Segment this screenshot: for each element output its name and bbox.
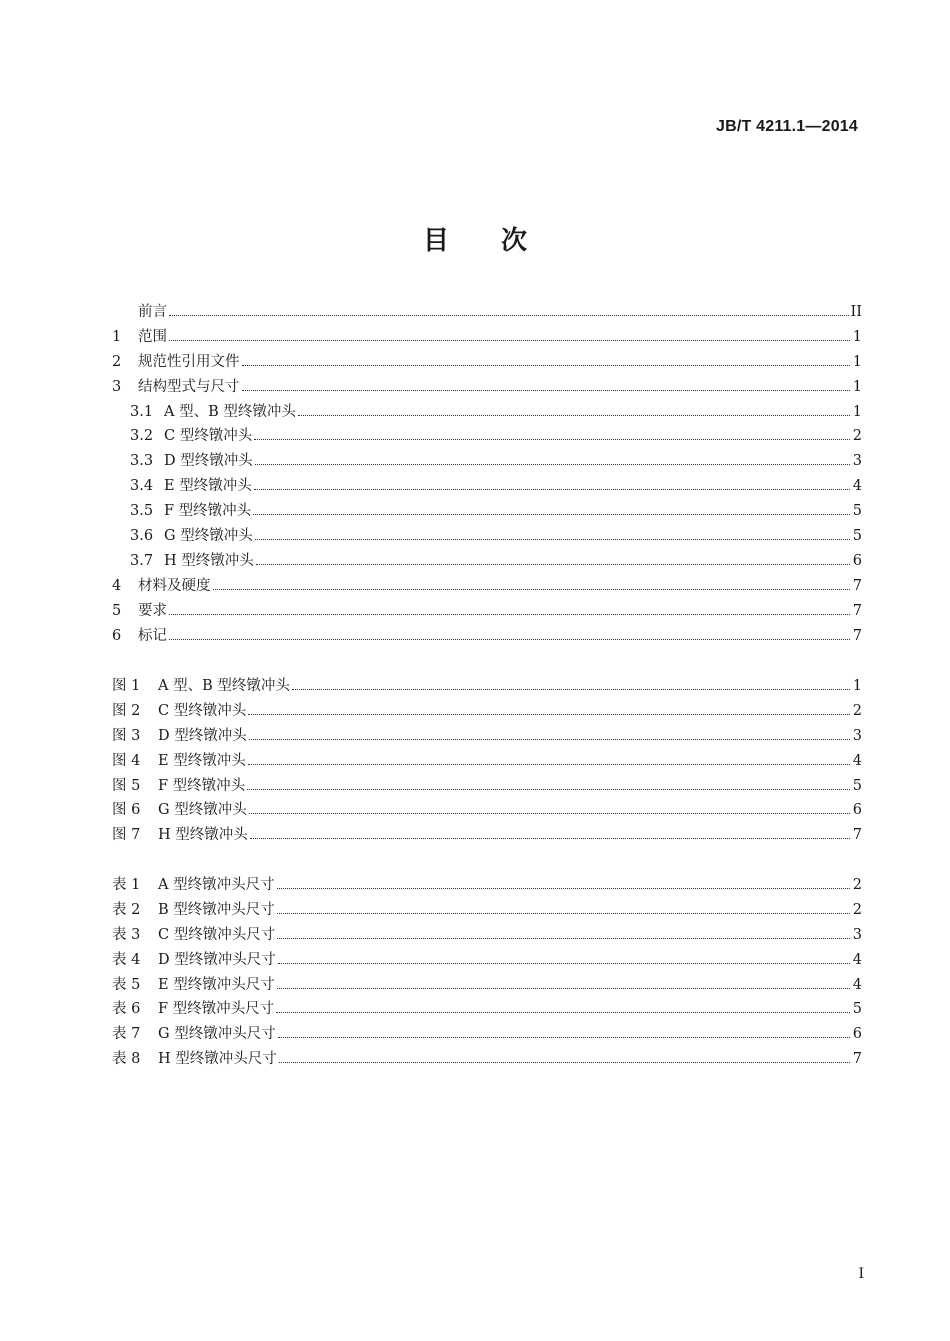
toc-leader-dots bbox=[169, 638, 850, 640]
toc-entry-page: 6 bbox=[852, 802, 862, 819]
toc-entry-page: 2 bbox=[852, 428, 862, 445]
toc-leader-dots bbox=[248, 713, 850, 715]
toc-entry-label: D 型终镦冲头尺寸 bbox=[158, 951, 276, 968]
toc-entry-label: D 型终镦冲头 bbox=[164, 453, 253, 470]
toc-entry-label: C 型终镦冲头 bbox=[158, 702, 247, 719]
toc-entry-number: 1 bbox=[112, 328, 122, 345]
toc-leader-dots bbox=[247, 788, 850, 790]
toc-entry[interactable] bbox=[112, 699, 862, 724]
toc-entry-page: 3 bbox=[852, 727, 862, 744]
toc-entry-label: 规范性引用文件 bbox=[138, 353, 240, 370]
toc-entry-label: 范围 bbox=[138, 328, 167, 345]
standard-code: JB/T 4211.1—2014 bbox=[716, 118, 858, 135]
toc-entry-label: A 型、B 型终镦冲头 bbox=[164, 403, 296, 420]
toc-entry-number: 表 8 bbox=[112, 1051, 141, 1068]
toc-entry-number: 3.7 bbox=[130, 552, 154, 569]
toc-leader-dots bbox=[250, 837, 850, 839]
toc-entry-page: 1 bbox=[852, 328, 862, 345]
toc-entry-page: 7 bbox=[852, 627, 862, 644]
toc-entry-page: 1 bbox=[852, 403, 862, 420]
toc-entry[interactable] bbox=[112, 1022, 862, 1047]
toc-entry-label: 要求 bbox=[138, 602, 167, 619]
toc-leader-dots bbox=[276, 1011, 850, 1013]
toc-entry-label: 材料及硬度 bbox=[138, 577, 211, 594]
toc-entry[interactable] bbox=[112, 674, 862, 699]
toc-entry-number: 3.3 bbox=[130, 453, 154, 470]
toc-entry-label: D 型终镦冲头 bbox=[158, 727, 247, 744]
toc-entry-page: 1 bbox=[852, 678, 862, 694]
toc-entry-page: 5 bbox=[852, 1001, 862, 1018]
toc-leader-dots bbox=[169, 314, 849, 316]
toc-entry-label: A 型、B 型终镦冲头 bbox=[158, 678, 290, 694]
toc-leader-dots bbox=[255, 463, 850, 465]
toc-leader-dots bbox=[249, 812, 850, 814]
toc-entry-page: 5 bbox=[852, 777, 862, 794]
toc-leader-dots bbox=[278, 962, 850, 964]
toc-entry-label: 结构型式与尺寸 bbox=[138, 378, 240, 395]
toc-entry-number: 4 bbox=[112, 577, 122, 594]
toc-entry-label: C 型终镦冲头 bbox=[164, 428, 253, 445]
toc-entry[interactable] bbox=[112, 948, 862, 973]
toc-entry[interactable] bbox=[112, 599, 862, 624]
toc-leader-dots bbox=[277, 887, 850, 889]
toc-entry-label: 标记 bbox=[138, 627, 167, 644]
toc-leader-dots bbox=[277, 987, 850, 989]
toc-entry-number: 图 2 bbox=[112, 702, 141, 719]
toc-entry-number: 3.6 bbox=[130, 528, 154, 545]
toc-leader-dots bbox=[277, 937, 850, 939]
toc-entry-number: 3 bbox=[112, 378, 122, 395]
toc-entry-label: G 型终镦冲头尺寸 bbox=[158, 1026, 276, 1043]
toc-entry-label: E 型终镦冲头尺寸 bbox=[158, 976, 275, 993]
toc-entry-label: H 型终镦冲头尺寸 bbox=[158, 1051, 277, 1068]
toc-entry[interactable] bbox=[112, 624, 862, 649]
toc-leader-dots bbox=[253, 513, 850, 515]
page-title: 目次 bbox=[422, 226, 579, 256]
toc-leader-dots bbox=[255, 538, 850, 540]
toc-leader-dots bbox=[298, 414, 850, 416]
toc-entry-page: 7 bbox=[852, 602, 862, 619]
toc-entry[interactable] bbox=[112, 300, 862, 325]
toc-entry[interactable] bbox=[112, 524, 862, 549]
toc-entry-number: 表 3 bbox=[112, 926, 141, 943]
toc-leader-dots bbox=[248, 763, 850, 765]
toc-entry-page: 4 bbox=[852, 976, 862, 993]
toc-entry-label: A 型终镦冲头尺寸 bbox=[158, 877, 275, 893]
toc-entry[interactable] bbox=[112, 997, 862, 1022]
toc-sections bbox=[112, 300, 862, 648]
toc-entry-page: 7 bbox=[852, 827, 862, 844]
toc-leader-dots bbox=[279, 1061, 850, 1063]
toc-entry-number: 表 5 bbox=[112, 976, 141, 993]
toc-entry[interactable] bbox=[112, 574, 862, 599]
toc-entry-page: 7 bbox=[852, 1051, 862, 1068]
toc-entry[interactable] bbox=[112, 774, 862, 799]
toc-leader-dots bbox=[242, 389, 851, 391]
toc-entry-label: 前言 bbox=[138, 304, 167, 320]
toc-tables bbox=[112, 873, 862, 1072]
toc-entry-page: 4 bbox=[852, 478, 862, 495]
toc-entry[interactable] bbox=[112, 749, 862, 774]
toc-entry[interactable] bbox=[112, 973, 862, 998]
toc-entry[interactable] bbox=[112, 400, 862, 425]
toc-leader-dots bbox=[169, 339, 850, 341]
toc-entry-label: C 型终镦冲头尺寸 bbox=[158, 926, 276, 943]
toc-entry[interactable] bbox=[112, 923, 862, 948]
toc-leader-dots bbox=[254, 488, 850, 490]
footer-page-number: I bbox=[858, 1266, 864, 1282]
toc-entry-page: 3 bbox=[852, 453, 862, 470]
toc-leader-dots bbox=[254, 438, 850, 440]
toc-figures bbox=[112, 674, 862, 848]
toc-entry[interactable] bbox=[112, 449, 862, 474]
toc-entry-label: H 型终镦冲头 bbox=[158, 827, 248, 844]
toc-entry-number: 表 4 bbox=[112, 951, 141, 968]
toc-leader-dots bbox=[213, 588, 851, 590]
toc-entry-page: 5 bbox=[852, 528, 862, 545]
toc-entry[interactable] bbox=[112, 325, 862, 350]
toc-leader-dots bbox=[256, 563, 850, 565]
toc-entry-label: B 型终镦冲头尺寸 bbox=[158, 901, 275, 918]
toc-entry-number: 图 3 bbox=[112, 727, 141, 744]
toc-entry-number: 图 5 bbox=[112, 777, 141, 794]
toc-leader-dots bbox=[292, 688, 850, 690]
toc-entry-number: 3.4 bbox=[130, 478, 154, 495]
toc-entry[interactable] bbox=[112, 549, 862, 574]
toc-entry[interactable] bbox=[112, 474, 862, 499]
toc-entry-number: 6 bbox=[112, 627, 122, 644]
toc-entry-page: 1 bbox=[852, 353, 862, 370]
toc-entry-page: 6 bbox=[852, 552, 862, 569]
toc-entry-page: 3 bbox=[852, 926, 862, 943]
toc-entry-page: 2 bbox=[852, 901, 862, 918]
toc-leader-dots bbox=[169, 613, 850, 615]
toc-entry-page: 7 bbox=[852, 577, 862, 594]
toc-entry-number: 图 4 bbox=[112, 752, 141, 769]
toc-entry-page: 4 bbox=[852, 951, 862, 968]
toc-entry-label: E 型终镦冲头 bbox=[158, 752, 246, 769]
toc-entry-page: 4 bbox=[852, 752, 862, 769]
toc-entry-label: F 型终镦冲头 bbox=[158, 777, 246, 794]
toc-entry-page: 6 bbox=[852, 1026, 862, 1043]
toc-entry[interactable] bbox=[112, 499, 862, 524]
toc-entry[interactable] bbox=[112, 873, 862, 898]
toc-leader-dots bbox=[278, 1036, 850, 1038]
toc-leader-dots bbox=[242, 364, 851, 366]
toc-entry-number: 5 bbox=[112, 602, 122, 619]
toc-entry[interactable] bbox=[112, 375, 862, 400]
toc-entry-label: H 型终镦冲头 bbox=[164, 552, 254, 569]
toc-entry-number: 图 7 bbox=[112, 827, 141, 844]
toc-entry[interactable] bbox=[112, 1047, 862, 1072]
toc-entry-number: 3.2 bbox=[130, 428, 154, 445]
toc-entry-page: 2 bbox=[852, 702, 862, 719]
toc-entry-number: 表 2 bbox=[112, 901, 141, 918]
toc-entry-page: 2 bbox=[852, 877, 862, 893]
toc-entry-page: 1 bbox=[852, 378, 862, 395]
toc-entry-number: 表 6 bbox=[112, 1001, 141, 1018]
toc-entry-label: F 型终镦冲头尺寸 bbox=[158, 1001, 275, 1018]
toc-leader-dots bbox=[277, 912, 850, 914]
toc-entry-number: 表 7 bbox=[112, 1026, 141, 1043]
toc-entry-page: II bbox=[850, 304, 862, 320]
toc-entry-label: G 型终镦冲头 bbox=[158, 802, 247, 819]
toc-entry[interactable] bbox=[112, 898, 862, 923]
toc-entry-number: 3.1 bbox=[130, 403, 154, 420]
toc-entry-page: 5 bbox=[852, 503, 862, 520]
toc-entry-number: 表 1 bbox=[112, 877, 141, 893]
toc-entry[interactable] bbox=[112, 798, 862, 823]
toc-entry-number: 2 bbox=[112, 353, 122, 370]
toc-entry[interactable] bbox=[112, 424, 862, 449]
toc-entry-number: 3.5 bbox=[130, 503, 154, 520]
toc-leader-dots bbox=[249, 738, 850, 740]
toc-entry[interactable] bbox=[112, 350, 862, 375]
toc-entry[interactable] bbox=[112, 823, 862, 848]
toc-entry-label: F 型终镦冲头 bbox=[164, 503, 252, 520]
toc-entry[interactable] bbox=[112, 724, 862, 749]
toc-entry-number: 图 6 bbox=[112, 802, 141, 819]
toc-entry-label: G 型终镦冲头 bbox=[164, 528, 253, 545]
toc-entry-number: 图 1 bbox=[112, 678, 141, 694]
toc-entry-label: E 型终镦冲头 bbox=[164, 478, 252, 495]
